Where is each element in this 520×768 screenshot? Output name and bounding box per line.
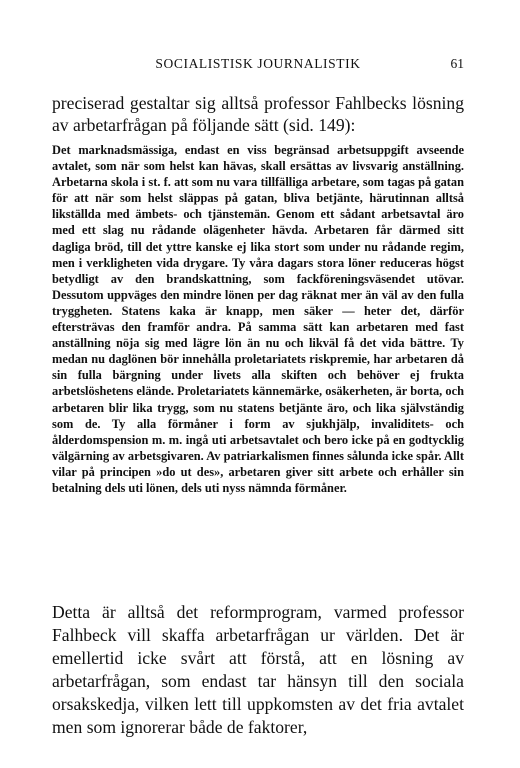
body-text: Detta är alltså det reformprogram, varmed professor Falhbeck vill skaffa arbetarfrågan ur världen. Det är emellertid icke svårt att förstå, att en lösning av arbetarfrågan, som endast tar hänsyn till den sociala orsakskedja, vilken lett till uppkomsten av det fria avtalet men som ignorerar både de faktorer, [52, 602, 464, 737]
running-title: SOCIALISTISK JOURNALISTIK [155, 56, 361, 71]
block-quote [52, 142, 464, 496]
quote-text: Det marknadsmässiga, endast en viss begränsad arbetsuppgift avseende avtalet, som när som helst kan hävas, skall ersättas av livsvarig anställning. Arbetarna skola i st. f. att som nu vara tillfälliga arbetare, som tagas på gatan för att när som helst släppas på gatan, bliva betjänte, härutinnan alltså likställda med ämbets- och tjänstemän. Genom ett sådant arbetsavtal äro med ett slag nu rådande olägenheter hävda. Arbetaren får därmed sitt dagliga bröd, till det yttre kanske ej lika stort som under nu rådande regim, men i verkligheten vida drygare. Ty våra dagars stora löner reduceras högst betydligt av den brandskattning, som fackföreningsväsendet utövar. Dessutom uppväges den mindre lönen per dag räknat mer än väl av den fulla tryggheten. Statens kaka är knapp, men säker — heter det, därför eftersträvas den framför andra. På samma sätt kan arbetaren med fast anställning nöja sig med lägre lön än nu och likväl få det vida bättre. Ty medan nu daglönen bör innehålla proletariatets riskpremie, har arbetaren då sin fulla bärgning under livets alla skiften och behöver ej frukta arbetslöshetens elände. Proletariatets kännemärke, osäkerheten, är borta, och arbetaren blir lika trygg, som nu statens betjänte äro, och lika självständig som de. Ty alla förmåner i form av sjukhjälp, invaliditets- och ålderdomspension m. m. ingå uti arbetsavtalet och bero icke på en godtycklig välgärning av arbetsgivaren. Av patriarkalismen finnes sålunda icke spår. Allt vilar på principen »do ut des», arbetaren giver sitt arbete och erhåller sin betalning dels uti lönen, dels uti nyss nämnda förmåner. [52, 143, 464, 495]
intro-paragraph [52, 92, 464, 136]
page-header [52, 56, 464, 76]
intro-text: preciserad gestaltar sig alltså professor Fahlbecks lösning av arbetarfrågan på följande sätt (sid. 149): [52, 93, 464, 135]
page-number: 61 [450, 56, 464, 71]
body-paragraph [52, 601, 464, 739]
